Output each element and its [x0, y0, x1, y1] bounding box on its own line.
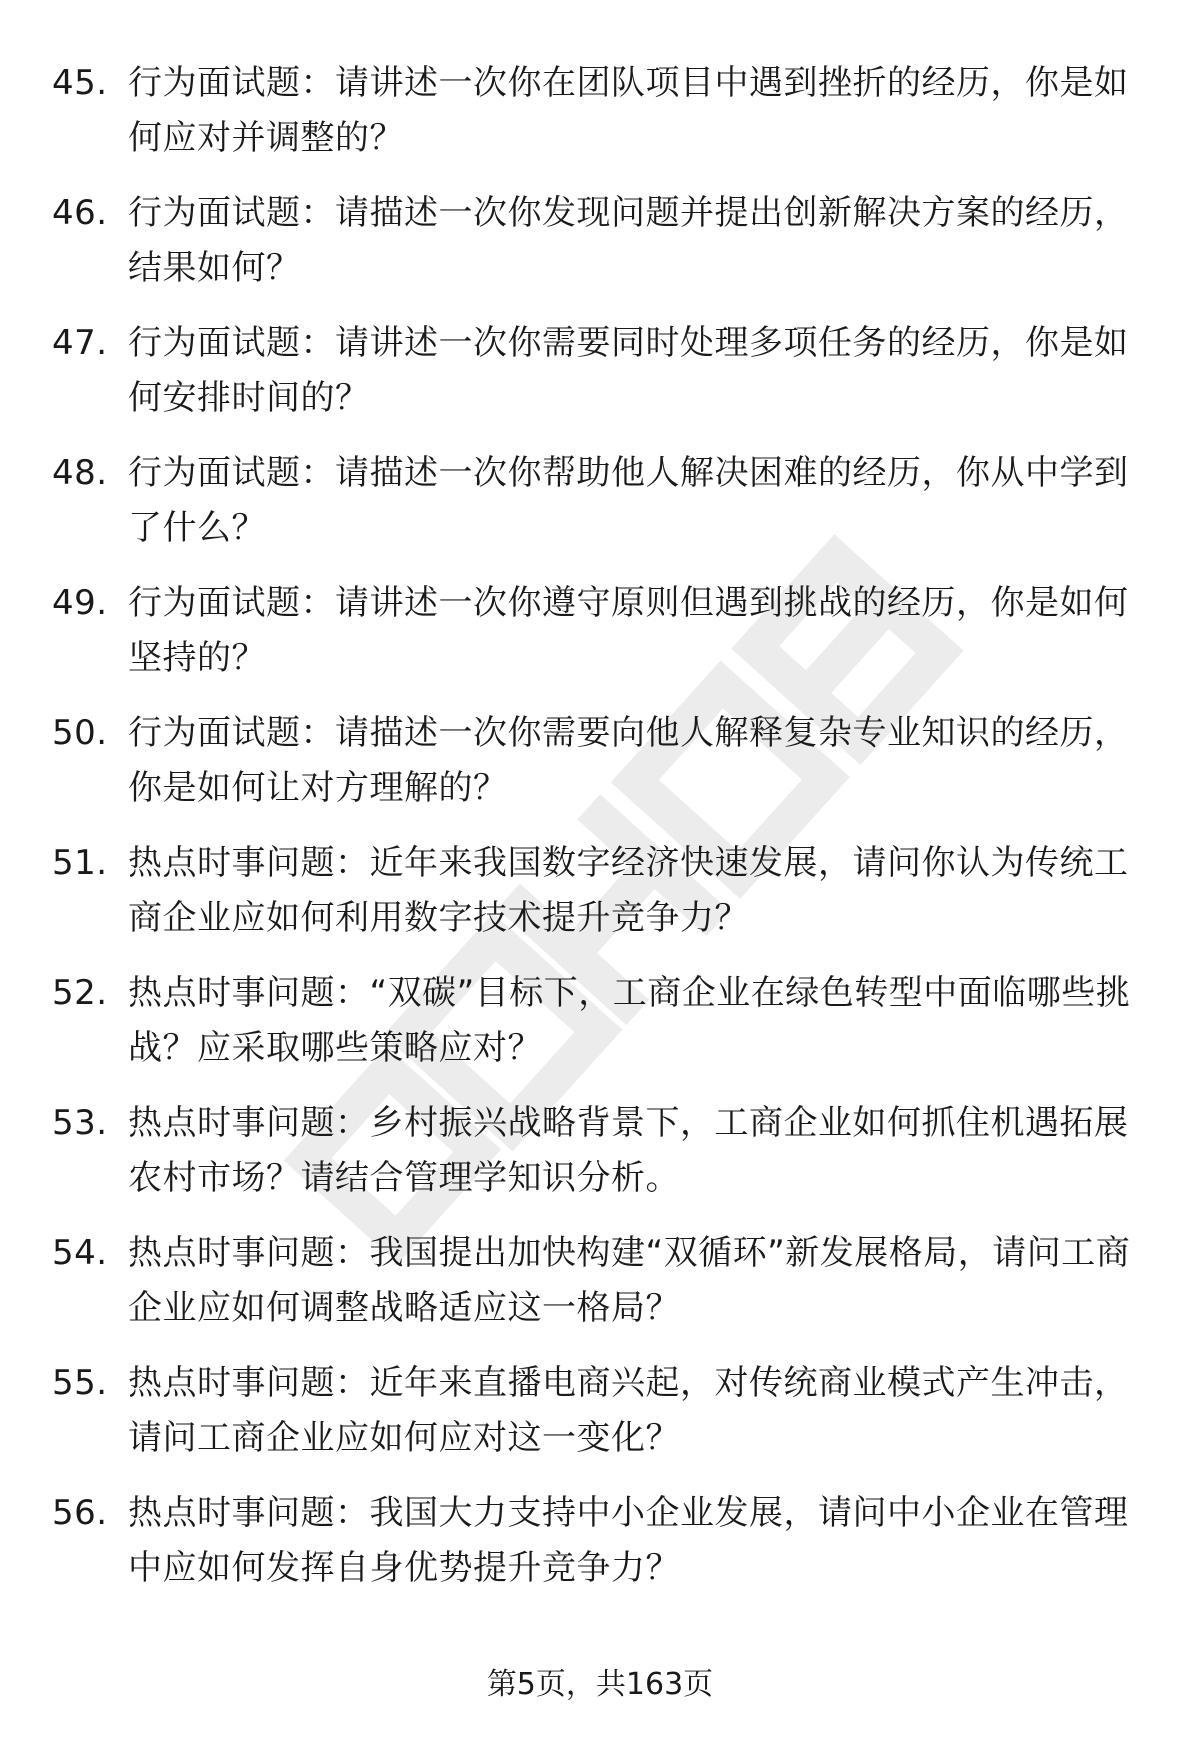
question-text: 热点时事问题：“双碳”目标下，工商企业在绿色转型中面临哪些挑战？应采取哪些策略应对？ — [128, 973, 1131, 1068]
question-number: 47. — [52, 323, 108, 363]
list-item — [52, 316, 1152, 446]
list-item — [52, 1226, 1152, 1356]
question-text: 行为面试题：请描述一次你发现问题并提出创新解决方案的经历，结果如何？ — [128, 193, 1129, 288]
question-number: 56. — [52, 1493, 108, 1533]
question-number: 51. — [52, 843, 108, 883]
list-item — [52, 1356, 1152, 1486]
question-number: 48. — [52, 453, 108, 493]
question-text: 行为面试题：请讲述一次你遵守原则但遇到挑战的经历，你是如何坚持的？ — [128, 583, 1129, 678]
list-item — [52, 836, 1152, 966]
question-number: 54. — [52, 1233, 108, 1273]
question-list — [52, 56, 1152, 1616]
question-text: 行为面试题：请描述一次你需要向他人解释复杂专业知识的经历，你是如何让对方理解的？ — [128, 713, 1129, 808]
page-footer: 第5页，共163页 — [486, 1667, 714, 1702]
question-text: 热点时事问题：我国提出加快构建“双循环”新发展格局，请问工商企业应如何调整战略适应这一格局？ — [128, 1233, 1131, 1328]
list-item — [52, 966, 1152, 1096]
question-text: 行为面试题：请讲述一次你需要同时处理多项任务的经历，你是如何安排时间的？ — [128, 323, 1129, 418]
question-number: 55. — [52, 1363, 108, 1403]
question-number: 46. — [52, 193, 108, 233]
question-text: 热点时事问题：乡村振兴战略背景下，工商企业如何抓住机遇拓展农村市场？请结合管理学知识分析。 — [128, 1103, 1129, 1198]
question-number: 53. — [52, 1103, 108, 1143]
question-number: 52. — [52, 973, 108, 1013]
list-item — [52, 186, 1152, 316]
question-number: 45. — [52, 63, 108, 103]
list-item — [52, 446, 1152, 576]
list-item — [52, 576, 1152, 706]
list-item — [52, 56, 1152, 186]
question-text: 热点时事问题：近年来我国数字经济快速发展，请问你认为传统工商企业应如何利用数字技术提升竞争力？ — [128, 843, 1129, 938]
list-item — [52, 706, 1152, 836]
list-item — [52, 1096, 1152, 1226]
question-text: 行为面试题：请讲述一次你在团队项目中遇到挫折的经历，你是如何应对并调整的？ — [128, 63, 1129, 158]
question-number: 49. — [52, 583, 108, 623]
list-item — [52, 1486, 1152, 1616]
question-number: 50. — [52, 713, 108, 753]
question-text: 热点时事问题：近年来直播电商兴起，对传统商业模式产生冲击，请问工商企业应如何应对这一变化？ — [128, 1363, 1129, 1458]
question-text: 行为面试题：请描述一次你帮助他人解决困难的经历，你从中学到了什么？ — [128, 453, 1129, 548]
question-text: 热点时事问题：我国大力支持中小企业发展，请问中小企业在管理中应如何发挥自身优势提升竞争力？ — [128, 1493, 1129, 1588]
